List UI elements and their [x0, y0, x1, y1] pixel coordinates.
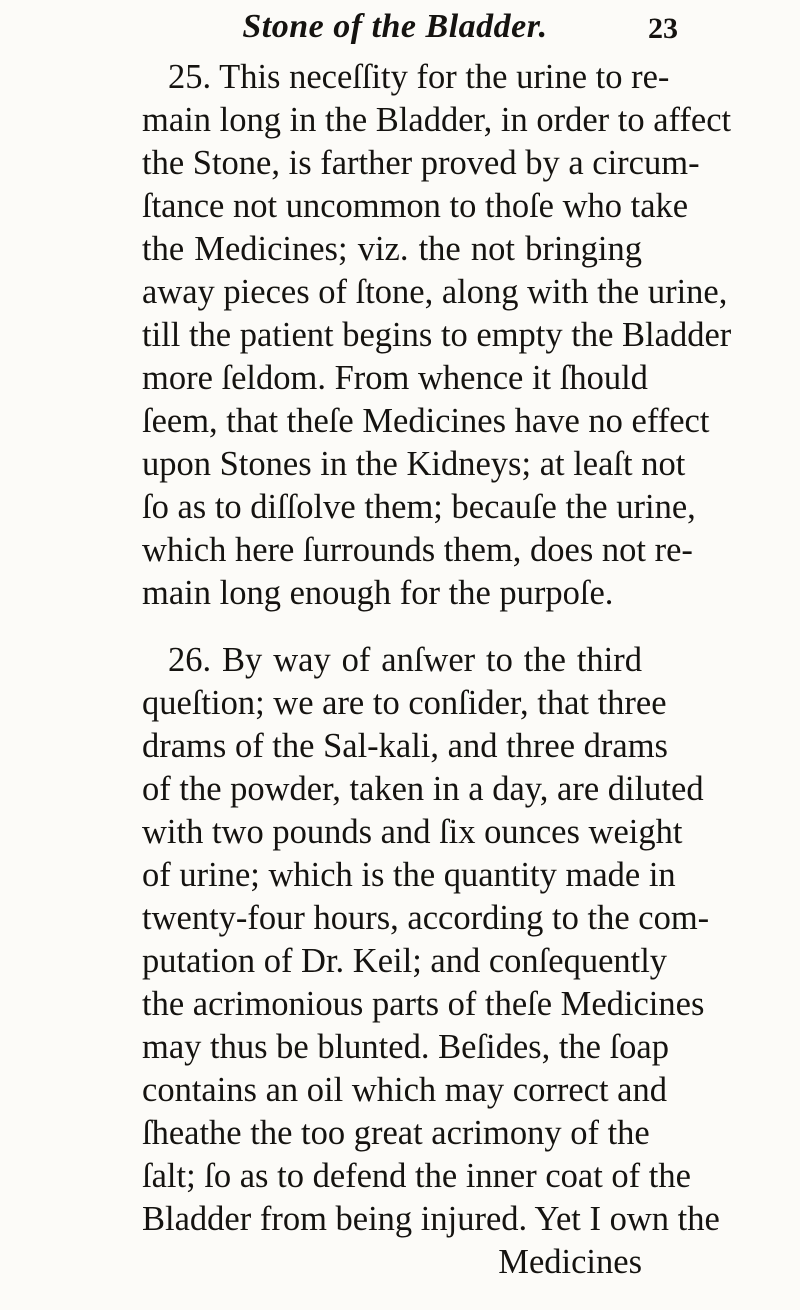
text-line: of urine; which is the quantity made in — [142, 856, 676, 894]
catchword: Medicines — [498, 1243, 642, 1281]
text-line: 25. This neceſſity for the urine to re- — [168, 58, 670, 96]
text-line: contains an oil which may correct and — [142, 1071, 667, 1109]
text-line: 26. By way of anſwer to the third — [168, 641, 642, 679]
text-line: of the powder, taken in a day, are diluted — [142, 770, 704, 808]
text-line: with two pounds and ſix ounces weight — [142, 813, 683, 851]
text-line: upon Stones in the Kidneys; at leaſt not — [142, 445, 686, 483]
running-head: Stone of the Bladder. — [242, 8, 548, 45]
text-line: queſtion; we are to conſider, that three — [142, 684, 667, 722]
text-line: which here ſurrounds them, does not re- — [142, 531, 693, 569]
text-line: the Medicines; viz. the not bringing — [142, 230, 642, 268]
text-line: ſheathe the too great acrimony of the — [142, 1114, 650, 1152]
text-line: more ſeldom. From whence it ſhould — [142, 359, 648, 397]
text-line: the Stone, is farther proved by a circum- — [142, 144, 700, 182]
text-line: ſtance not uncommon to thoſe who take — [142, 187, 689, 225]
text-line: drams of the Sal-kali, and three drams — [142, 727, 668, 765]
text-line: the acrimonious parts of theſe Medicines — [142, 985, 705, 1023]
text-line: ſo as to diſſolve them; becauſe the urine, — [142, 488, 696, 526]
text-line: twenty-four hours, according to the com- — [142, 899, 710, 937]
text-line: ſeem, that theſe Medicines have no effect — [142, 402, 710, 440]
page-number: 23 — [648, 12, 678, 45]
text-line: may thus be blunted. Beſides, the ſoap — [142, 1028, 669, 1066]
text-line: main long in the Bladder, in order to affect — [142, 101, 732, 139]
text-line: main long enough for the purpoſe. — [142, 574, 614, 612]
text-line: Bladder from being injured. Yet I own the — [142, 1200, 720, 1238]
text-line: till the patient begins to empty the Bladder — [142, 316, 732, 354]
text-line: ſalt; ſo as to defend the inner coat of the — [142, 1157, 691, 1195]
text-line: putation of Dr. Keil; and conſequently — [142, 942, 668, 980]
text-line: away pieces of ſtone, along with the urine, — [142, 273, 728, 311]
